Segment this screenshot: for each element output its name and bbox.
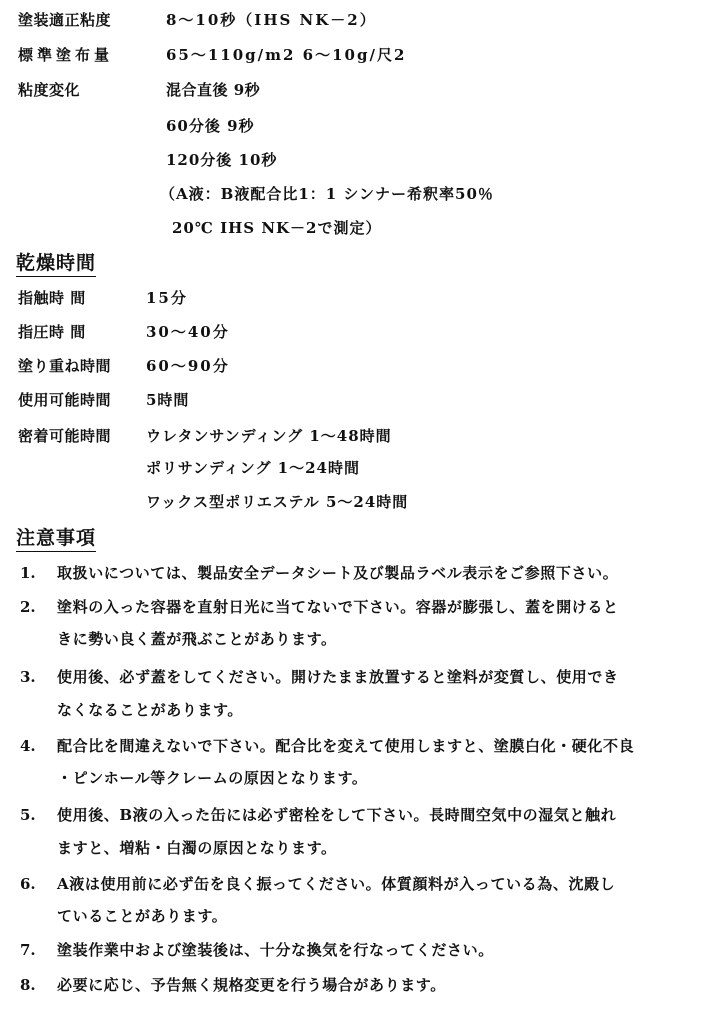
- note-number: 1.: [20, 564, 36, 582]
- spec-value: 120分後 10秒: [166, 151, 278, 169]
- note-number: 4.: [20, 737, 36, 755]
- spec-value: 8～10秒（IHS NK－2）: [166, 11, 377, 29]
- spec-value: 混合直後 9秒: [166, 81, 261, 99]
- section-heading-drying: 乾燥時間: [16, 251, 96, 277]
- note-text: A液は使用前に必ず缶を良く振ってください。体質顔料が入っている為、沈殿し: [57, 875, 616, 893]
- note-text: 必要に応じ、予告無く規格変更を行う場合があります。: [57, 976, 446, 994]
- note-text: 配合比を間違えないで下さい。配合比を変えて使用しますと、塗膜白化・硬化不良: [57, 737, 635, 755]
- note-text: ていることがあります。: [57, 907, 228, 925]
- spec-value: 20℃ IHS NK－2で測定）: [172, 219, 382, 237]
- note-text: 使用後、必ず蓋をしてください。開けたまま放置すると塗料が変質し、使用でき: [57, 668, 619, 686]
- note-text: 取扱いについては、製品安全データシート及び製品ラベル表示をご参照下さい。: [57, 564, 619, 582]
- spec-value: 65～110g/m2 6～10g/尺2: [166, 46, 407, 64]
- drying-value: ポリサンディング 1～24時間: [146, 459, 360, 477]
- section-heading-notes: 注意事項: [16, 526, 96, 552]
- spec-label: 塗装適正粘度: [18, 11, 112, 29]
- note-number: 8.: [20, 976, 36, 994]
- note-text: 使用後、B液の入った缶には必ず密栓をして下さい。長時間空気中の湿気と触れ: [57, 806, 617, 824]
- note-number: 5.: [20, 806, 36, 824]
- drying-value: 30～40分: [146, 323, 230, 341]
- note-text: 塗装作業中および塗装後は、十分な換気を行なってください。: [57, 941, 494, 959]
- drying-value: ウレタンサンディング 1～48時間: [146, 427, 392, 445]
- drying-label: 塗り重ね時間: [18, 357, 112, 375]
- drying-value: 5時間: [146, 391, 190, 409]
- note-text: なくなることがあります。: [57, 701, 244, 719]
- note-number: 3.: [20, 668, 36, 686]
- note-number: 7.: [20, 941, 36, 959]
- spec-value: 60分後 9秒: [166, 117, 255, 135]
- drying-value: 60～90分: [146, 357, 230, 375]
- spec-value: （A液：B液配合比1：1 シンナー希釈率50％: [160, 185, 494, 203]
- spec-label: 粘度変化: [18, 81, 81, 99]
- note-text: ますと、増粘・白濁の原因となります。: [57, 839, 337, 857]
- drying-label: 密着可能時間: [18, 427, 112, 445]
- note-text: 塗料の入った容器を直射日光に当てないで下さい。容器が膨張し、蓋を開けると: [57, 598, 619, 616]
- note-text: きに勢い良く蓋が飛ぶことがあります。: [57, 630, 337, 648]
- note-text: ・ピンホール等クレームの原因となります。: [57, 769, 368, 787]
- note-number: 6.: [20, 875, 36, 893]
- drying-label: 指触時 間: [18, 289, 86, 307]
- note-number: 2.: [20, 598, 36, 616]
- drying-value: ワックス型ポリエステル 5～24時間: [146, 493, 409, 511]
- drying-value: 15分: [146, 289, 188, 307]
- drying-label: 指圧時 間: [18, 323, 86, 341]
- drying-label: 使用可能時間: [18, 391, 112, 409]
- spec-label: 標準塗布量: [18, 46, 114, 64]
